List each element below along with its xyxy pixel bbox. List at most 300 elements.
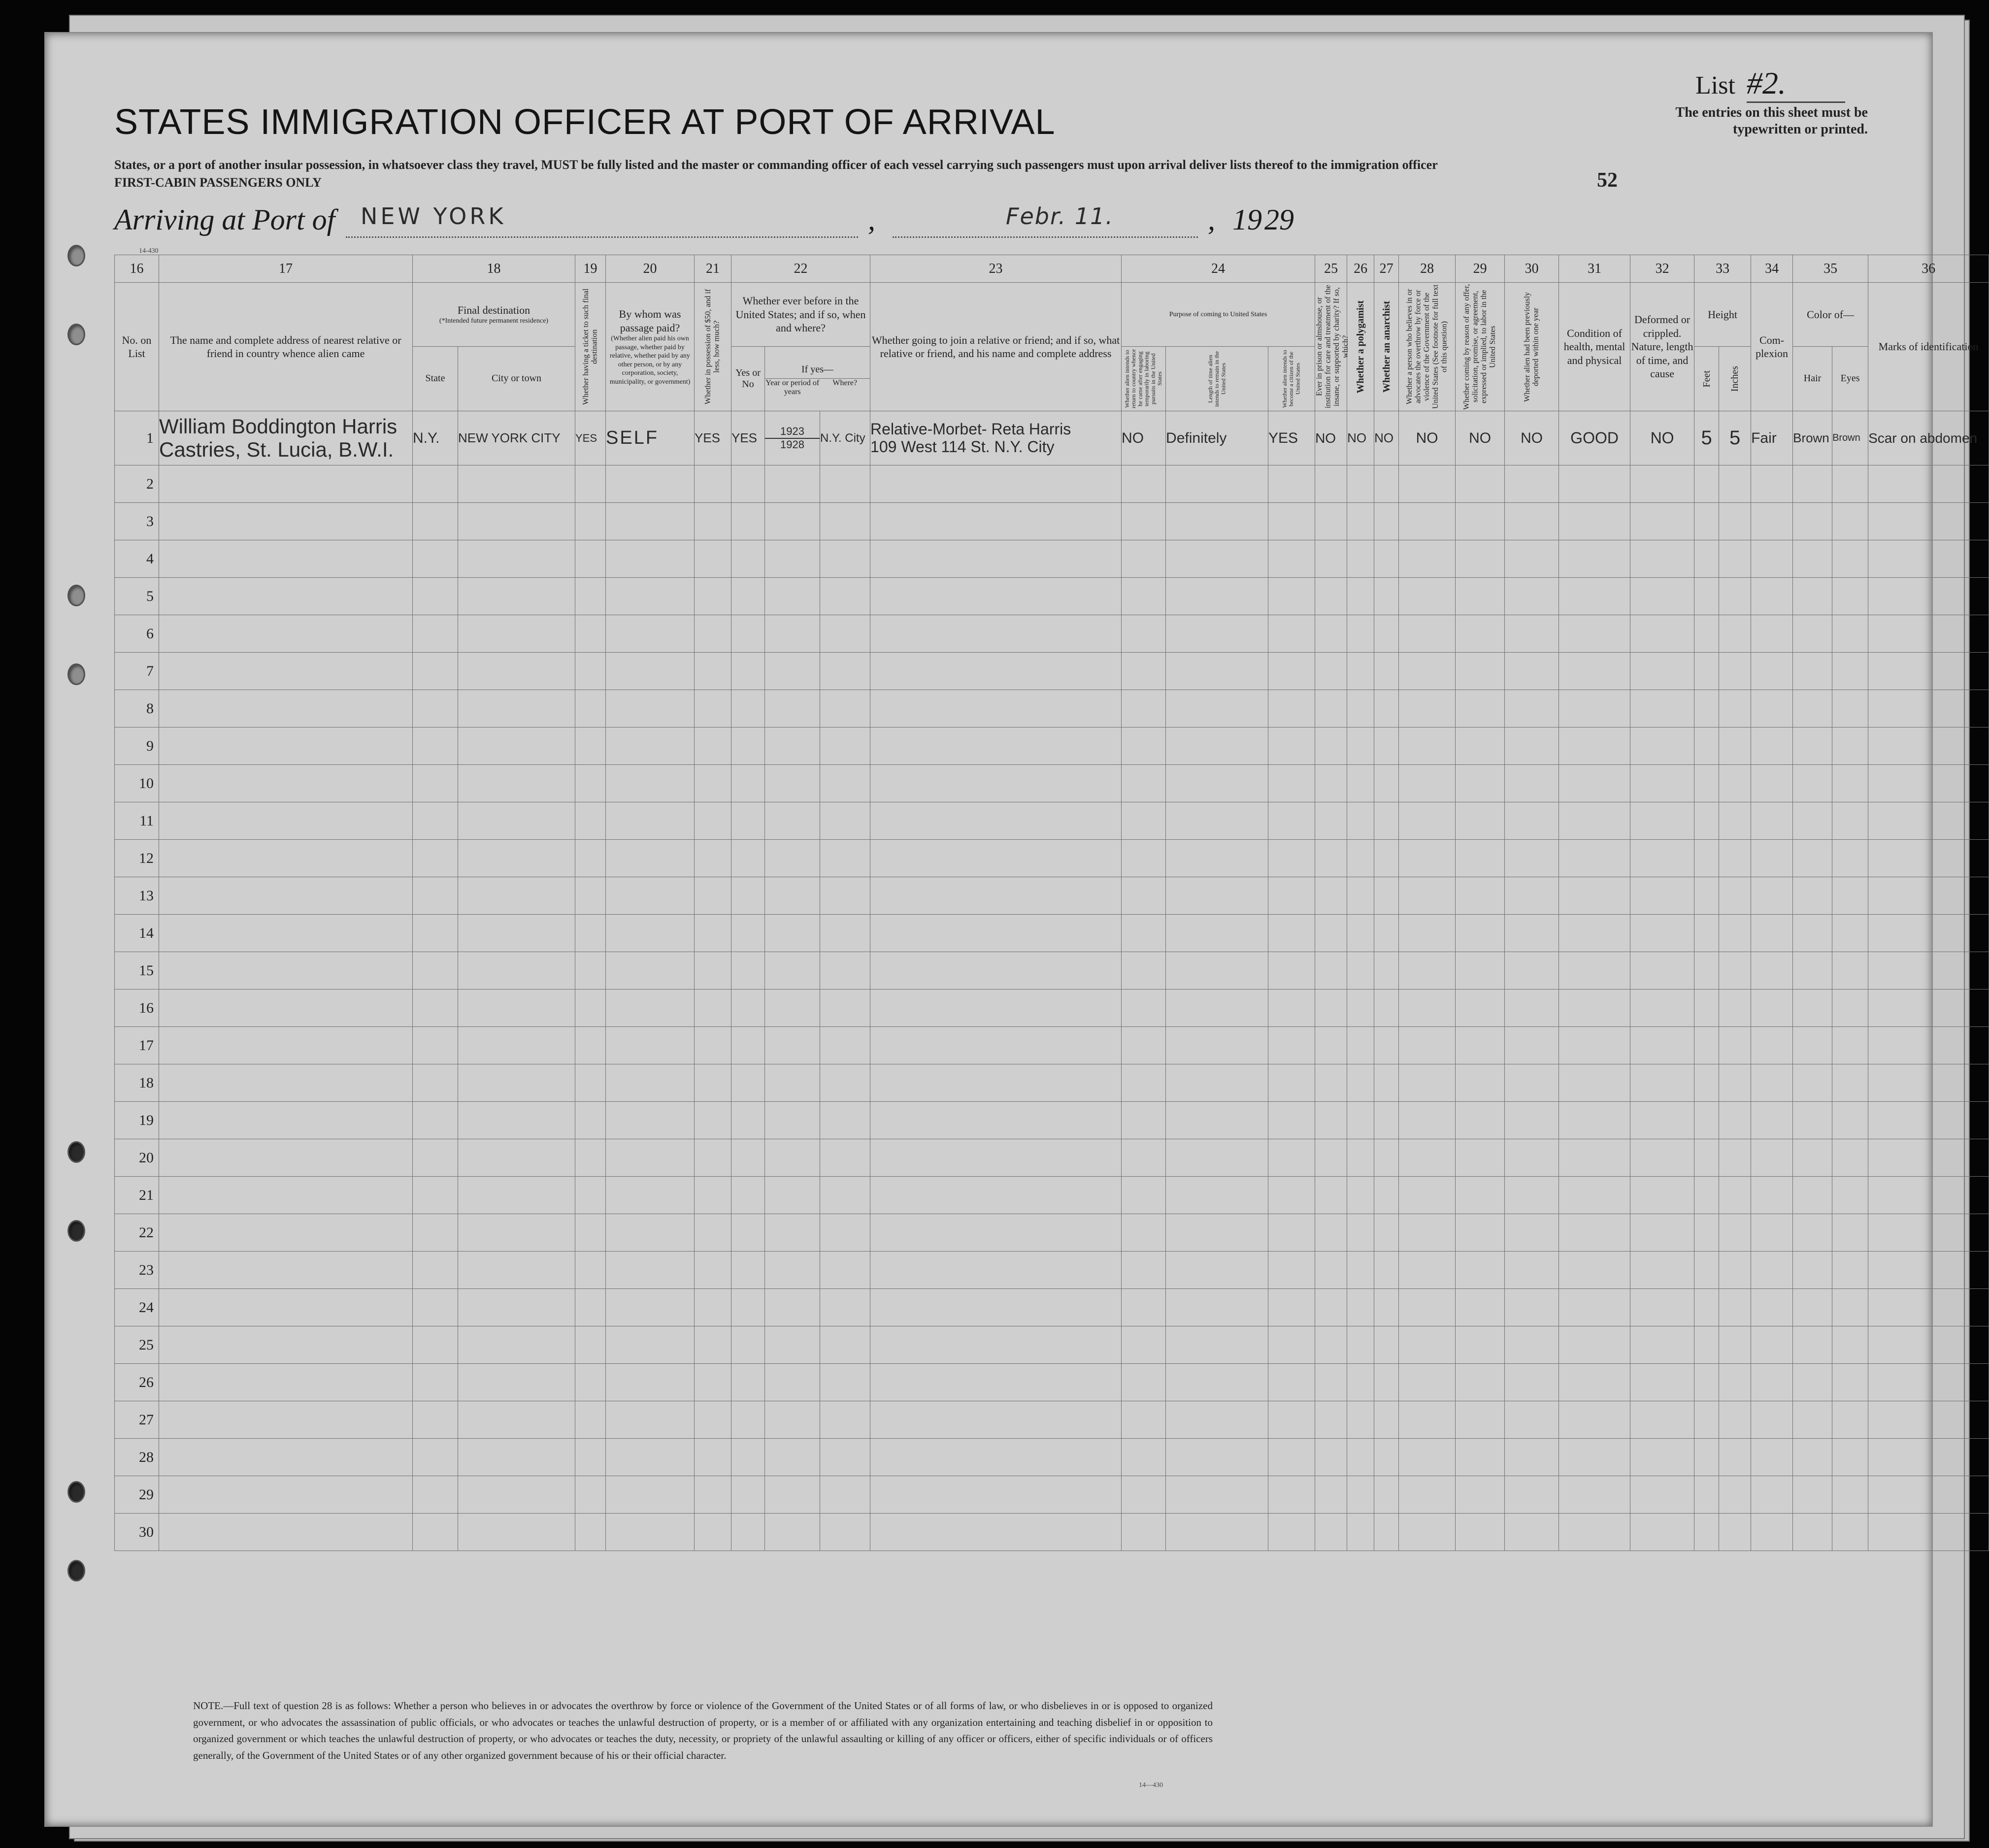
empty-cell bbox=[1399, 802, 1456, 840]
empty-cell bbox=[1399, 1027, 1456, 1064]
empty-cell bbox=[1694, 1177, 1719, 1214]
empty-cell bbox=[1505, 1027, 1559, 1064]
column-number: 31 bbox=[1559, 255, 1630, 283]
empty-cell bbox=[1719, 465, 1751, 503]
empty-cell bbox=[1719, 615, 1751, 653]
prison-label: Ever in prison or almshouse, or institution for care and treatment of the insane, or supported by charity? If so, which? bbox=[1315, 285, 1350, 409]
empty-cell bbox=[695, 615, 731, 653]
empty-cell bbox=[159, 1139, 413, 1177]
empty-cell bbox=[1347, 1027, 1374, 1064]
empty-cell bbox=[870, 578, 1122, 615]
deformed-cell: NO bbox=[1630, 411, 1694, 465]
final-destination-sub: (*Intended future permanent residence) bbox=[439, 317, 549, 325]
empty-cell bbox=[1374, 1252, 1399, 1289]
table-row bbox=[115, 952, 1989, 990]
empty-cell bbox=[1868, 690, 1989, 727]
anarchist-cell: NO bbox=[1374, 411, 1399, 465]
column-number: 25 bbox=[1315, 255, 1347, 283]
empty-cell bbox=[1456, 1214, 1505, 1252]
empty-cell bbox=[1559, 1326, 1630, 1364]
punch-hole-icon bbox=[67, 1220, 85, 1242]
empty-cell bbox=[1315, 1289, 1347, 1326]
column-number: 28 bbox=[1399, 255, 1456, 283]
empty-cell bbox=[1347, 1289, 1374, 1326]
empty-cell bbox=[458, 503, 575, 540]
empty-cell bbox=[765, 1252, 820, 1289]
empty-cell bbox=[765, 915, 820, 952]
empty-cell bbox=[1456, 990, 1505, 1027]
empty-cell bbox=[1630, 465, 1694, 503]
empty-cell bbox=[1559, 1064, 1630, 1102]
header-relative-address: The name and complete address of nearest relative or friend in country whence alien came bbox=[159, 283, 413, 411]
empty-cell bbox=[1832, 1326, 1868, 1364]
empty-cell bbox=[1399, 990, 1456, 1027]
empty-cell bbox=[695, 1214, 731, 1252]
empty-cell bbox=[1347, 915, 1374, 952]
empty-cell bbox=[1374, 727, 1399, 765]
purpose-return-label: Whether alien intends to return to country whence he came after engaging temporarily in laboring pursuits in the United States bbox=[1123, 349, 1163, 409]
empty-cell bbox=[1630, 802, 1694, 840]
empty-cell bbox=[1166, 1064, 1268, 1102]
empty-cell bbox=[458, 1064, 575, 1102]
empty-cell bbox=[1793, 540, 1832, 578]
empty-cell bbox=[1505, 1476, 1559, 1514]
column-number: 34 bbox=[1751, 255, 1793, 283]
empty-cell bbox=[458, 465, 575, 503]
empty-cell bbox=[1268, 727, 1315, 765]
empty-cell bbox=[1694, 1476, 1719, 1514]
empty-cell bbox=[870, 540, 1122, 578]
empty-cell bbox=[1630, 690, 1694, 727]
empty-cell bbox=[1456, 615, 1505, 653]
empty-cell bbox=[870, 802, 1122, 840]
empty-cell bbox=[1456, 465, 1505, 503]
empty-cell bbox=[1315, 465, 1347, 503]
empty-cell bbox=[606, 915, 695, 952]
row-number: 17 bbox=[115, 1027, 159, 1064]
empty-cell bbox=[1374, 1364, 1399, 1401]
empty-cell bbox=[1268, 690, 1315, 727]
empty-cell bbox=[1694, 1064, 1719, 1102]
empty-cell bbox=[458, 765, 575, 802]
empty-cell bbox=[1719, 915, 1751, 952]
empty-cell bbox=[159, 802, 413, 840]
table-row bbox=[115, 503, 1989, 540]
empty-cell bbox=[1868, 465, 1989, 503]
empty-cell bbox=[1793, 1214, 1832, 1252]
empty-cell bbox=[1793, 877, 1832, 915]
empty-cell bbox=[1868, 1102, 1989, 1139]
empty-cell bbox=[1630, 540, 1694, 578]
empty-cell bbox=[1751, 1027, 1793, 1064]
empty-cell bbox=[1122, 990, 1166, 1027]
empty-cell bbox=[820, 1364, 870, 1401]
empty-cell bbox=[1399, 1514, 1456, 1551]
empty-cell bbox=[1559, 952, 1630, 990]
empty-cell bbox=[731, 990, 765, 1027]
punch-hole-icon bbox=[67, 585, 85, 606]
empty-cell bbox=[413, 1027, 458, 1064]
header-purpose-length bbox=[1166, 346, 1268, 411]
instructions bbox=[114, 156, 1607, 192]
empty-cell bbox=[413, 727, 458, 765]
empty-cell bbox=[1694, 1214, 1719, 1252]
empty-cell bbox=[606, 1326, 695, 1364]
empty-cell bbox=[159, 1252, 413, 1289]
header-purpose: Purpose of coming to United States bbox=[1122, 283, 1315, 347]
empty-cell bbox=[1832, 765, 1868, 802]
empty-cell bbox=[1832, 1439, 1868, 1476]
empty-cell bbox=[1374, 540, 1399, 578]
empty-cell bbox=[1793, 1289, 1832, 1326]
empty-cell bbox=[1456, 653, 1505, 690]
empty-cell bbox=[606, 1064, 695, 1102]
header-yes-no: Yes or No bbox=[731, 346, 765, 411]
empty-cell bbox=[1505, 802, 1559, 840]
empty-cell bbox=[1719, 1514, 1751, 1551]
empty-cell bbox=[1315, 1214, 1347, 1252]
empty-cell bbox=[1559, 765, 1630, 802]
empty-cell bbox=[1719, 990, 1751, 1027]
empty-cell bbox=[1630, 877, 1694, 915]
empty-cell bbox=[695, 1064, 731, 1102]
header-passage-paid bbox=[606, 283, 695, 411]
empty-cell bbox=[1719, 1139, 1751, 1177]
header-complexion: Com-plexion bbox=[1751, 283, 1793, 411]
empty-cell bbox=[1751, 990, 1793, 1027]
empty-cell bbox=[1374, 1401, 1399, 1439]
empty-cell bbox=[1719, 1476, 1751, 1514]
empty-cell bbox=[1559, 1401, 1630, 1439]
empty-cell bbox=[1868, 952, 1989, 990]
empty-cell bbox=[458, 915, 575, 952]
empty-cell bbox=[870, 653, 1122, 690]
empty-cell bbox=[1832, 727, 1868, 765]
empty-cell bbox=[870, 1139, 1122, 1177]
list-number-value: #2. bbox=[1747, 65, 1845, 103]
empty-cell bbox=[731, 1214, 765, 1252]
empty-cell bbox=[1694, 1289, 1719, 1326]
empty-cell bbox=[765, 1476, 820, 1514]
empty-cell bbox=[575, 1514, 606, 1551]
empty-cell bbox=[159, 1514, 413, 1551]
empty-cell bbox=[1374, 653, 1399, 690]
table-row bbox=[115, 1214, 1989, 1252]
column-number: 35 bbox=[1793, 255, 1868, 283]
empty-cell bbox=[413, 465, 458, 503]
punch-hole-icon bbox=[67, 1141, 85, 1163]
ever-before-label: Whether ever before in the United States; and if so, when and where? bbox=[735, 295, 866, 334]
empty-cell bbox=[1793, 615, 1832, 653]
empty-cell bbox=[1719, 653, 1751, 690]
punch-hole-icon bbox=[67, 663, 85, 685]
header-feet bbox=[1694, 346, 1719, 411]
empty-cell bbox=[1630, 1514, 1694, 1551]
empty-cell bbox=[413, 540, 458, 578]
empty-cell bbox=[1122, 690, 1166, 727]
empty-cell bbox=[1694, 1514, 1719, 1551]
empty-cell bbox=[1793, 1514, 1832, 1551]
empty-cell bbox=[1399, 540, 1456, 578]
empty-cell bbox=[1793, 1439, 1832, 1476]
empty-cell bbox=[1751, 690, 1793, 727]
empty-cell bbox=[1719, 1177, 1751, 1214]
empty-cell bbox=[159, 1102, 413, 1139]
empty-cell bbox=[1399, 1401, 1456, 1439]
empty-cell bbox=[1268, 1214, 1315, 1252]
table-row bbox=[115, 1514, 1989, 1551]
empty-cell bbox=[1559, 990, 1630, 1027]
column-number: 20 bbox=[606, 255, 695, 283]
empty-cell bbox=[1347, 465, 1374, 503]
empty-cell bbox=[1751, 503, 1793, 540]
empty-cell bbox=[1793, 1139, 1832, 1177]
empty-cell bbox=[765, 1214, 820, 1252]
complexion-cell: Fair bbox=[1751, 411, 1793, 465]
empty-cell bbox=[731, 1102, 765, 1139]
empty-cell bbox=[1751, 877, 1793, 915]
empty-cell bbox=[458, 1476, 575, 1514]
empty-cell bbox=[1122, 765, 1166, 802]
empty-cell bbox=[1122, 1139, 1166, 1177]
empty-cell bbox=[1122, 840, 1166, 877]
header-join-relative: Whether going to join a relative or friend; and if so, what relative or friend, and his name and complete address bbox=[870, 283, 1122, 411]
empty-cell bbox=[1559, 1214, 1630, 1252]
table-row bbox=[115, 653, 1989, 690]
table-row bbox=[115, 1139, 1989, 1177]
empty-cell bbox=[765, 990, 820, 1027]
empty-cell bbox=[765, 615, 820, 653]
empty-cell bbox=[820, 1027, 870, 1064]
empty-cell bbox=[1166, 540, 1268, 578]
empty-cell bbox=[1374, 952, 1399, 990]
empty-cell bbox=[765, 1289, 820, 1326]
state-cell: N.Y. bbox=[413, 411, 458, 465]
empty-cell bbox=[1122, 540, 1166, 578]
empty-cell bbox=[159, 690, 413, 727]
row-number: 10 bbox=[115, 765, 159, 802]
empty-cell bbox=[1630, 615, 1694, 653]
empty-cell bbox=[1456, 540, 1505, 578]
header-hair: Hair bbox=[1793, 346, 1832, 411]
empty-cell bbox=[1347, 503, 1374, 540]
where-cell: N.Y. City bbox=[820, 411, 870, 465]
empty-cell bbox=[1868, 1252, 1989, 1289]
empty-cell bbox=[1122, 1252, 1166, 1289]
where-label: Where? bbox=[832, 378, 858, 387]
empty-cell bbox=[413, 1439, 458, 1476]
empty-cell bbox=[1399, 1439, 1456, 1476]
empty-cell bbox=[1694, 877, 1719, 915]
empty-cell bbox=[1268, 952, 1315, 990]
header-purpose-citizen bbox=[1268, 346, 1315, 411]
empty-cell bbox=[1166, 1177, 1268, 1214]
empty-cell bbox=[1268, 503, 1315, 540]
empty-cell bbox=[1122, 1364, 1166, 1401]
empty-cell bbox=[1719, 1326, 1751, 1364]
empty-cell bbox=[1166, 1401, 1268, 1439]
empty-cell bbox=[1630, 1064, 1694, 1102]
empty-cell bbox=[606, 1289, 695, 1326]
empty-cell bbox=[731, 1177, 765, 1214]
empty-cell bbox=[1505, 727, 1559, 765]
empty-cell bbox=[1559, 840, 1630, 877]
empty-cell bbox=[1751, 1139, 1793, 1177]
empty-cell bbox=[1347, 802, 1374, 840]
empty-cell bbox=[695, 1252, 731, 1289]
empty-cell bbox=[1166, 1102, 1268, 1139]
empty-cell bbox=[1268, 802, 1315, 840]
empty-cell bbox=[1559, 615, 1630, 653]
empty-cell bbox=[458, 1289, 575, 1326]
empty-cell bbox=[606, 1439, 695, 1476]
empty-cell bbox=[695, 915, 731, 952]
empty-cell bbox=[1505, 1289, 1559, 1326]
ticket-label: Whether having a ticket to such final destination bbox=[581, 288, 599, 405]
empty-cell bbox=[731, 1364, 765, 1401]
column-number: 29 bbox=[1456, 255, 1505, 283]
empty-cell bbox=[1268, 578, 1315, 615]
relative-name: William Boddington Harris bbox=[159, 415, 398, 438]
empty-cell bbox=[1505, 1439, 1559, 1476]
empty-cell bbox=[1505, 578, 1559, 615]
empty-cell bbox=[1719, 1027, 1751, 1064]
empty-cell bbox=[1347, 877, 1374, 915]
empty-cell bbox=[458, 578, 575, 615]
empty-cell bbox=[1166, 1252, 1268, 1289]
empty-cell bbox=[1630, 1364, 1694, 1401]
empty-cell bbox=[1315, 915, 1347, 952]
empty-cell bbox=[1122, 653, 1166, 690]
empty-cell bbox=[695, 802, 731, 840]
empty-cell bbox=[1268, 1401, 1315, 1439]
row-number: 13 bbox=[115, 877, 159, 915]
empty-cell bbox=[731, 465, 765, 503]
empty-cell bbox=[1347, 952, 1374, 990]
paid-by-cell: SELF bbox=[606, 411, 695, 465]
empty-cell bbox=[731, 1289, 765, 1326]
empty-cell bbox=[870, 465, 1122, 503]
empty-cell bbox=[413, 503, 458, 540]
empty-cell bbox=[575, 540, 606, 578]
purpose-citizen-label: Whether alien intends to become a citizen of the United States bbox=[1281, 350, 1301, 408]
empty-cell bbox=[1751, 1476, 1793, 1514]
empty-cell bbox=[1505, 503, 1559, 540]
empty-cell bbox=[606, 1139, 695, 1177]
empty-cell bbox=[159, 465, 413, 503]
row-number: 8 bbox=[115, 690, 159, 727]
empty-cell bbox=[1719, 1102, 1751, 1139]
empty-cell bbox=[731, 727, 765, 765]
empty-cell bbox=[575, 1439, 606, 1476]
empty-cell bbox=[1399, 877, 1456, 915]
empty-cell bbox=[1832, 1401, 1868, 1439]
empty-cell bbox=[159, 1401, 413, 1439]
empty-cell bbox=[413, 1289, 458, 1326]
date-blank bbox=[893, 203, 1198, 238]
date-value: Febr. 11. bbox=[1006, 203, 1114, 230]
empty-cell bbox=[1122, 503, 1166, 540]
empty-cell bbox=[1832, 1252, 1868, 1289]
header-inches bbox=[1719, 346, 1751, 411]
empty-cell bbox=[606, 1177, 695, 1214]
empty-cell bbox=[1166, 615, 1268, 653]
empty-cell bbox=[458, 1439, 575, 1476]
empty-cell bbox=[1559, 1439, 1630, 1476]
empty-cell bbox=[1399, 840, 1456, 877]
empty-cell bbox=[575, 1139, 606, 1177]
empty-cell bbox=[765, 952, 820, 990]
empty-cell bbox=[1347, 1064, 1374, 1102]
empty-cell bbox=[159, 1064, 413, 1102]
empty-cell bbox=[1268, 615, 1315, 653]
empty-cell bbox=[1630, 503, 1694, 540]
empty-cell bbox=[1399, 1252, 1456, 1289]
empty-cell bbox=[1399, 1289, 1456, 1326]
column-number: 18 bbox=[413, 255, 575, 283]
empty-cell bbox=[1347, 1252, 1374, 1289]
empty-cell bbox=[695, 1102, 731, 1139]
empty-cell bbox=[606, 578, 695, 615]
empty-cell bbox=[1315, 1364, 1347, 1401]
empty-cell bbox=[413, 1326, 458, 1364]
empty-cell bbox=[765, 503, 820, 540]
empty-cell bbox=[1793, 1364, 1832, 1401]
empty-cell bbox=[1793, 802, 1832, 840]
empty-cell bbox=[1505, 615, 1559, 653]
empty-cell bbox=[1751, 653, 1793, 690]
empty-cell bbox=[1868, 1027, 1989, 1064]
empty-cell bbox=[1868, 840, 1989, 877]
empty-cell bbox=[695, 877, 731, 915]
empty-cell bbox=[695, 690, 731, 727]
empty-cell bbox=[606, 1514, 695, 1551]
empty-cell bbox=[413, 1139, 458, 1177]
empty-cell bbox=[695, 840, 731, 877]
empty-cell bbox=[1505, 653, 1559, 690]
empty-cell bbox=[1505, 1326, 1559, 1364]
column-number: 19 bbox=[575, 255, 606, 283]
column-number: 16 bbox=[115, 255, 159, 283]
table-row bbox=[115, 578, 1989, 615]
empty-cell bbox=[765, 653, 820, 690]
row-number: 30 bbox=[115, 1514, 159, 1551]
empty-cell bbox=[695, 465, 731, 503]
empty-cell bbox=[1868, 1514, 1989, 1551]
row-number: 29 bbox=[115, 1476, 159, 1514]
empty-cell bbox=[413, 1252, 458, 1289]
row-number: 16 bbox=[115, 990, 159, 1027]
empty-cell bbox=[695, 1177, 731, 1214]
empty-cell bbox=[413, 653, 458, 690]
empty-cell bbox=[1456, 503, 1505, 540]
header-q29 bbox=[1456, 283, 1505, 411]
empty-cell bbox=[870, 1326, 1122, 1364]
empty-cell bbox=[1793, 727, 1832, 765]
empty-cell bbox=[1374, 1514, 1399, 1551]
empty-cell bbox=[1505, 1102, 1559, 1139]
empty-cell bbox=[1268, 1177, 1315, 1214]
empty-cell bbox=[1793, 1102, 1832, 1139]
empty-cell bbox=[575, 765, 606, 802]
empty-cell bbox=[606, 1401, 695, 1439]
empty-cell bbox=[1832, 952, 1868, 990]
empty-cell bbox=[1559, 578, 1630, 615]
empty-cell bbox=[1505, 990, 1559, 1027]
empty-cell bbox=[1315, 578, 1347, 615]
empty-cell bbox=[1347, 690, 1374, 727]
empty-cell bbox=[1694, 1439, 1719, 1476]
